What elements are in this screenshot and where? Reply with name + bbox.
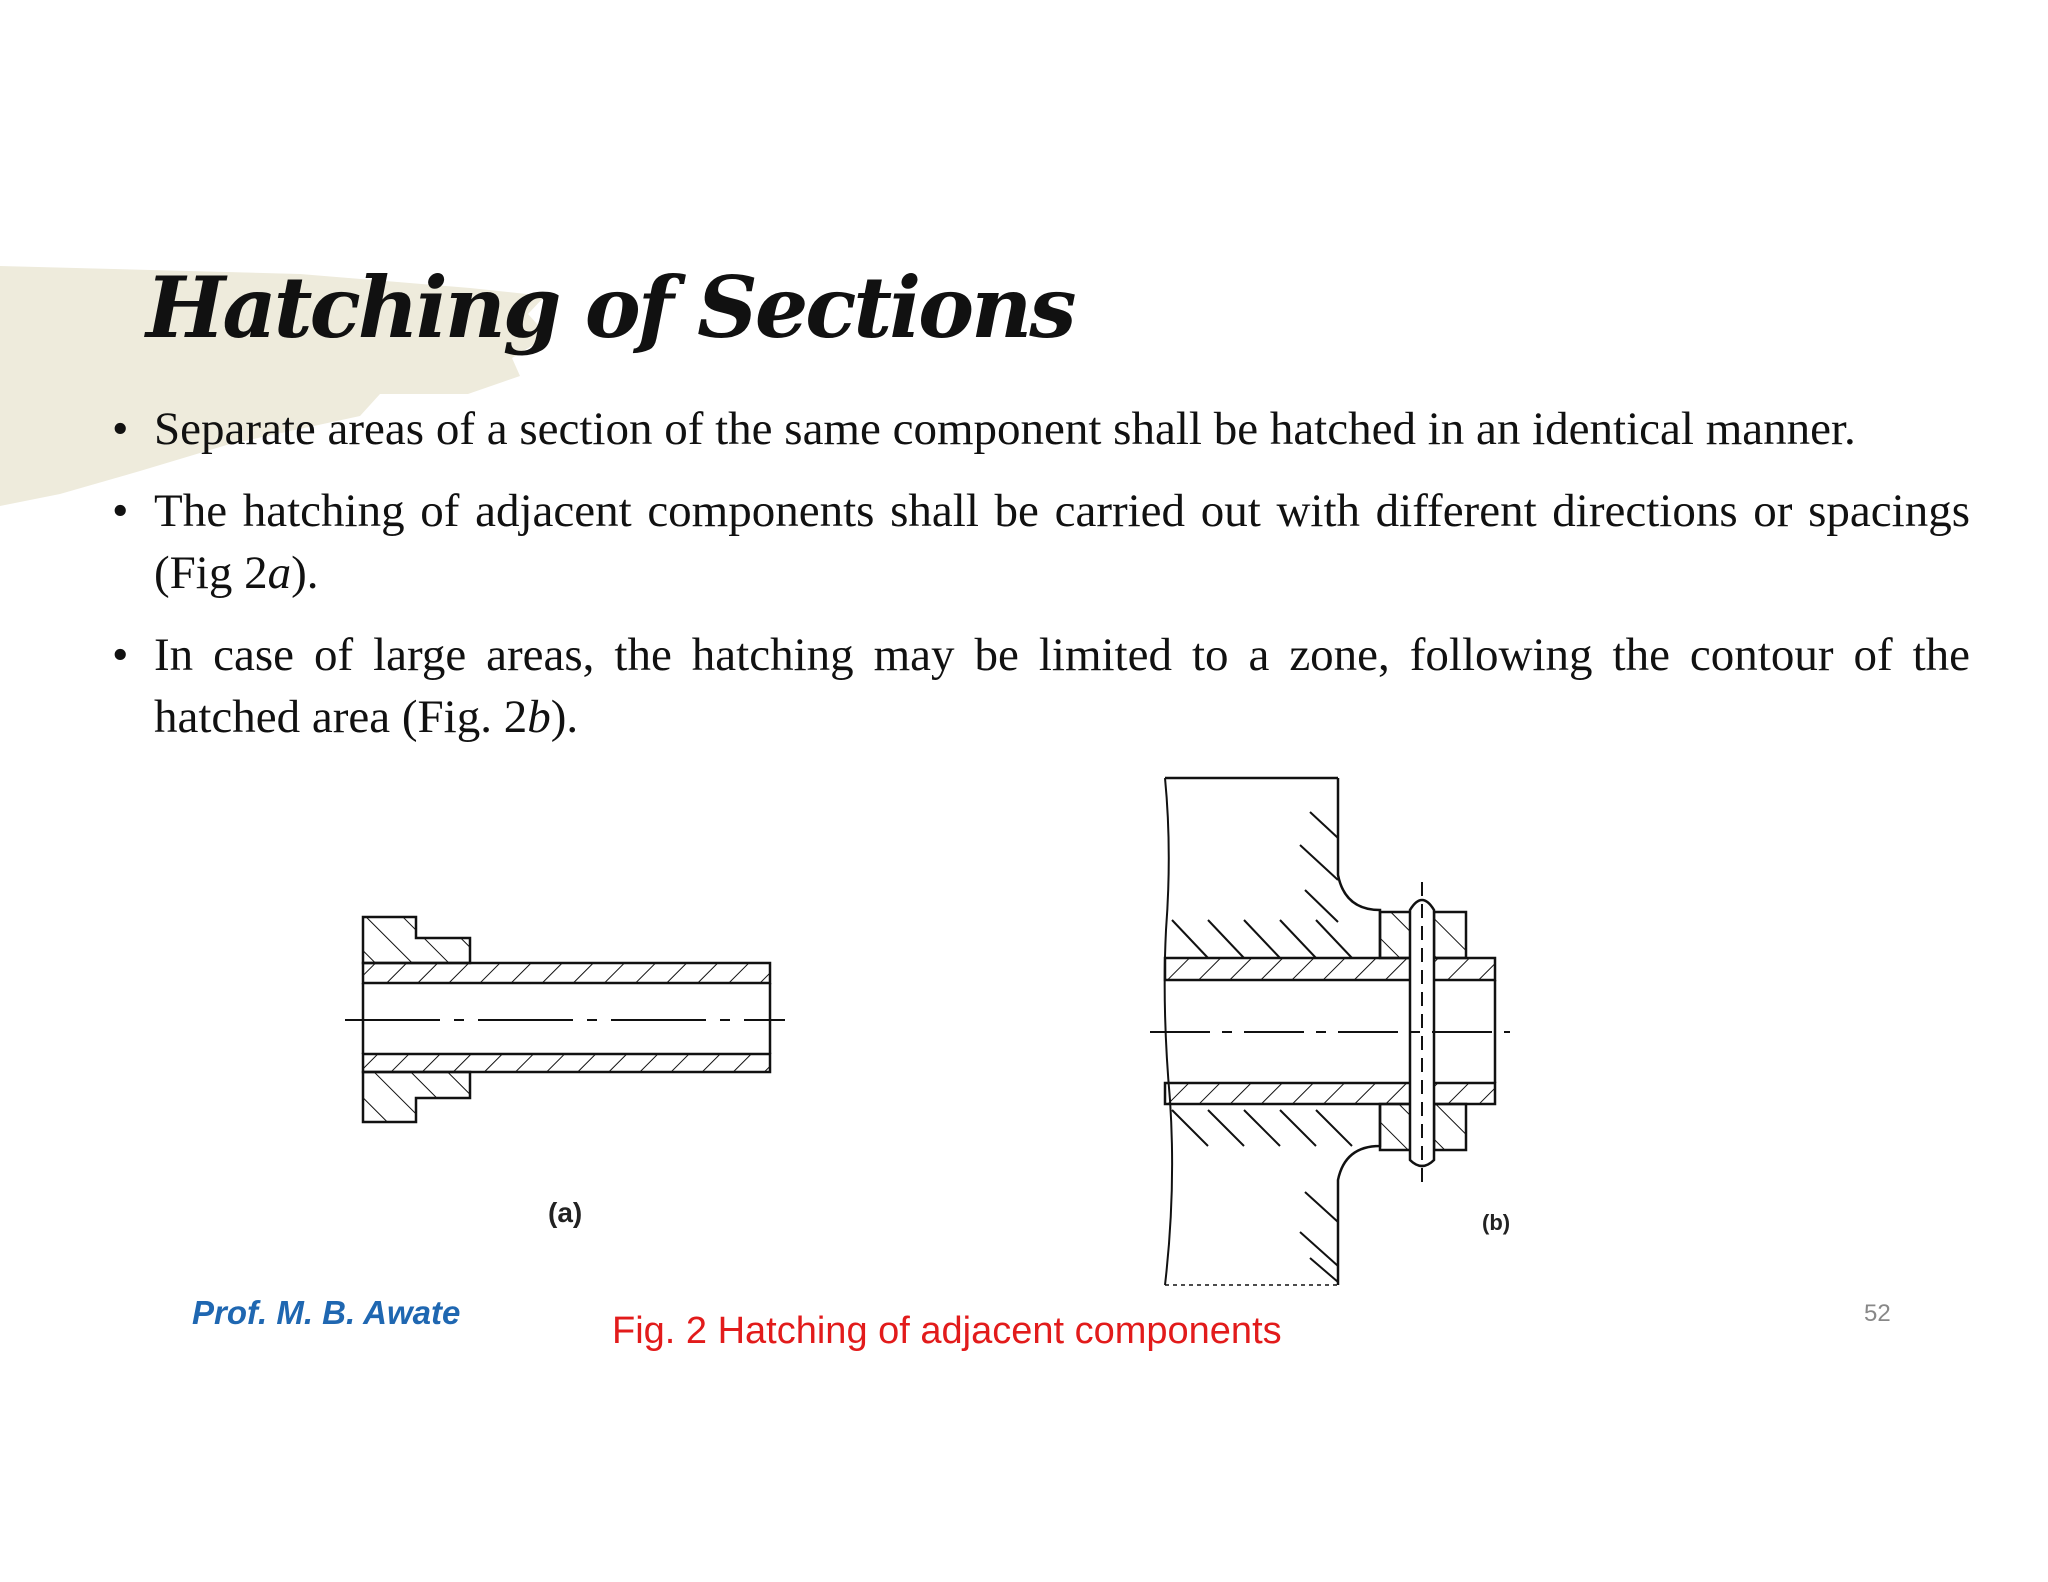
bullet-dot: • [112,485,129,537]
bullet-text-italic: b [527,691,551,743]
figure-b-drawing [1150,778,1510,1285]
figure-caption: Fig. 2 Hatching of adjacent components [612,1310,1282,1352]
bullet-text-end: ). [550,691,579,743]
page-number: 52 [1864,1300,1891,1327]
bullet-dot: • [112,629,129,681]
bullet-text: The hatching of adjacent components shall be carried out with different directions or spacings (Fig 2 [154,485,1970,599]
bullet-text: Separate areas of a section of the same component shall be hatched in an identical manner. [154,403,1856,455]
figure-a-drawing [345,917,785,1122]
figure-b-label: (b) [1482,1210,1511,1235]
bullet-text: In case of large areas, the hatching may be limited to a zone, following the contour of the hatched area (Fig. 2 [154,629,1970,743]
bullet-dot: • [112,403,129,455]
figure-a-label: (a) [548,1197,583,1228]
bullet-text-end: ). [291,547,319,599]
slide-title: Hatching of Sections [146,258,1074,357]
bullet-text-italic: a [267,547,292,599]
author-name: Prof. M. B. Awate [192,1294,461,1331]
